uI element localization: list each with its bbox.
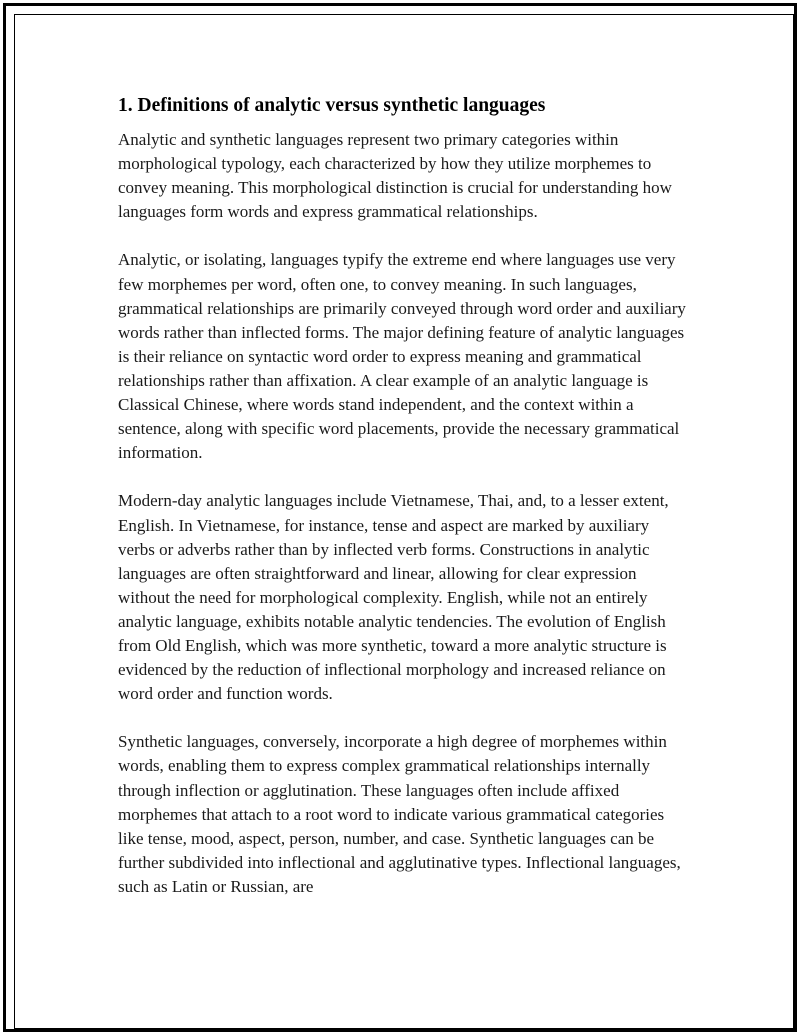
paragraph-modern-analytic-languages: Modern-day analytic languages include Vietnamese, Thai, and, to a lesser extent, English. In Vietnamese, for instance, tense and aspect are marked by auxiliary verbs or adverbs rather than by inflected verb forms. Constructions in analytic languages are often straightforward and linear, allowing for clear expression without the need for morphological complexity. English, while not an entirely analytic language, exhibits notable analytic tendencies. The evolution of English from Old English, which was more synthetic, toward a more analytic structure is evidenced by the reduction of inflectional morphology and increased reliance on word order and function words.: [118, 491, 669, 704]
paragraph-definitions-intro: Analytic and synthetic languages represent two primary categories within morphological typology, each characterized by how they utilize morphemes to convey meaning. This morphological distinction is crucial for understanding how languages form words and express grammatical relationships.: [118, 130, 672, 222]
paragraph-synthetic-languages: Synthetic languages, conversely, incorporate a high degree of morphemes within words, enabling them to express complex grammatical relationships internally through inflection or agglutination. These languages often include affixed morphemes that attach to a root word to indicate various grammatical categories like tense, mood, aspect, person, number, and case. Synthetic languages can be further subdivided into inflectional and agglutinative types. Inflectional languages, such as Latin or Russian, are: [118, 732, 681, 896]
paragraph-analytic-languages: Analytic, or isolating, languages typify the extreme end where languages use very few morphemes per word, often one, to convey meaning. In such languages, grammatical relationships are primarily conveyed through word order and auxiliary words rather than inflected forms. The major defining feature of analytic languages is their reliance on syntactic word order to express meaning and grammatical relationships rather than affixation. A clear example of an analytic language is Classical Chinese, where words stand independent, and the context within a sentence, along with specific word placements, provide the necessary grammatical information.: [118, 250, 686, 463]
document-body: [118, 93, 688, 923]
section-heading: 1. Definitions of analytic versus synthetic languages: [118, 95, 546, 116]
